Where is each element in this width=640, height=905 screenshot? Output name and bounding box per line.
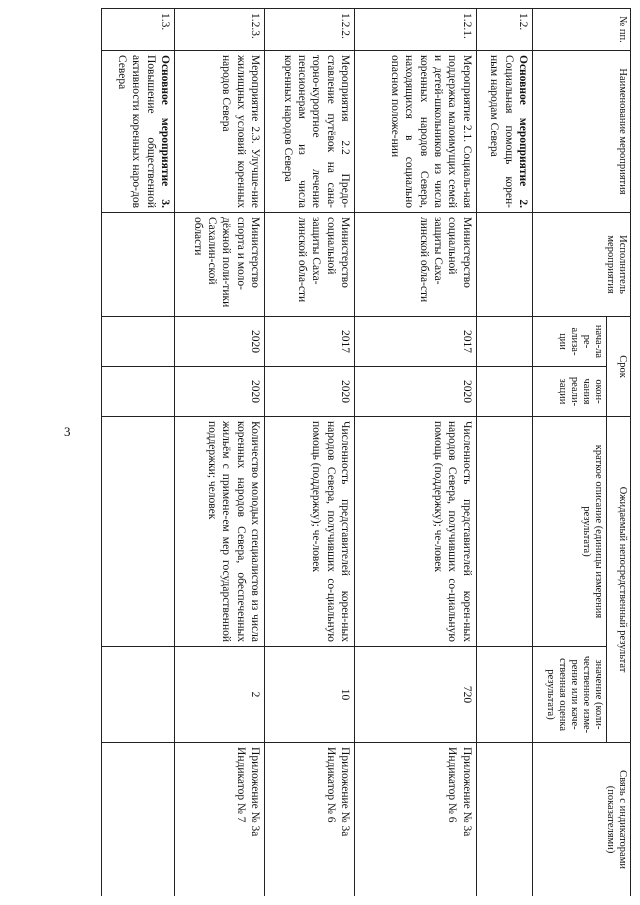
- row-brief: Численность представителей корен-ных народов Севера, получивших со-циальную помощь (поддержку); че-ловек: [355, 417, 477, 647]
- row-link: [102, 743, 175, 896]
- row-start: 2017: [265, 317, 355, 367]
- row-end: 2020: [265, 367, 355, 417]
- row-executor: Министерство социальной защиты Саха-линской обла-сти: [265, 213, 355, 317]
- row-end: 2020: [175, 367, 265, 417]
- header-end: окон-чания реали-зации: [533, 367, 607, 417]
- row-value: 2: [175, 647, 265, 743]
- row-executor: Министерство спорта и моло-дёжной поли-тики Сахалин-ской области: [175, 213, 265, 317]
- row-end: [476, 367, 532, 417]
- row-no: 1.3.: [102, 9, 175, 51]
- row-no: 1.2.3.: [175, 9, 265, 51]
- header-no: № пп.: [533, 9, 631, 51]
- row-link: [476, 743, 532, 896]
- row-link: Приложение № 3а Индикатор № 6: [355, 743, 477, 896]
- row-brief: [102, 417, 175, 647]
- row-executor: Министерство социальной защиты Саха-линской обла-сти: [355, 213, 477, 317]
- row-no: 1.2.: [476, 9, 532, 51]
- row-brief: [476, 417, 532, 647]
- row-name: Мероприятие 2.3. Улучше-ние жилищных условий коренных народов Севера: [175, 51, 265, 213]
- row-start: [102, 317, 175, 367]
- header-result: Ожидаемый непосредственный результат: [607, 417, 631, 743]
- row-value: [102, 647, 175, 743]
- rotated-table-area: [101, 8, 631, 896]
- row-value: 720: [355, 647, 477, 743]
- row-end: 2020: [355, 367, 477, 417]
- header-term: Срок: [607, 317, 631, 417]
- row-start: 2020: [175, 317, 265, 367]
- page-number: 3: [64, 424, 71, 439]
- row-name: Основное мероприятие 2. Социальная помощь корен-ным народам Севера: [476, 51, 532, 213]
- table-row: [102, 9, 175, 897]
- row-no: 1.2.1.: [355, 9, 477, 51]
- table-row: [175, 9, 265, 897]
- table-row: [476, 9, 532, 897]
- row-start: 2017: [355, 317, 477, 367]
- row-link: Приложение № 3а Индикатор № 6: [265, 743, 355, 896]
- table-row: [355, 9, 477, 897]
- header-executor: Исполнитель мероприятия: [533, 213, 631, 317]
- header-value: значение (коли-чественное изме-рение или каче-ственная оценка результата): [533, 647, 607, 743]
- row-name: Мероприятие 2.1. Социаль-ная поддержка малоимущих семей и детей-школьников из числа коренных народов Севера, находящихся в социально опасном положе-нии: [355, 51, 477, 213]
- row-name: Мероприятия 2.2 Предо-ставление путёвок на сана-торно-курортное лечение пенсионерам из числа коренных народов Севера: [265, 51, 355, 213]
- measures-table: [101, 8, 631, 896]
- row-executor: [102, 213, 175, 317]
- header-brief: краткое описание (единицы измерения результата): [533, 417, 607, 647]
- row-brief: Количество молодых специалистов из числа коренных народов Севера, обеспеченных жильём с примене-ем мер государственной поддержки; человек: [175, 417, 265, 647]
- row-start: [476, 317, 532, 367]
- header-link: Связь с индикаторами (показателями): [533, 743, 631, 896]
- header-start: нача-ла ре-ализа-ции: [533, 317, 607, 367]
- row-value: [476, 647, 532, 743]
- row-name: Основное мероприятие 3. Повышение общественной активности коренных наро-дов Севера: [102, 51, 175, 213]
- table-row: [265, 9, 355, 897]
- row-no: 1.2.2.: [265, 9, 355, 51]
- row-brief: Численность представителей корен-ных народов Севера, получивших со-циальную помощь (поддержку); че-ловек: [265, 417, 355, 647]
- header-name: Наименование мероприятия: [533, 51, 631, 213]
- row-link: Приложение № 3а Индикатор № 7: [175, 743, 265, 896]
- row-end: [102, 367, 175, 417]
- row-executor: [476, 213, 532, 317]
- row-value: 10: [265, 647, 355, 743]
